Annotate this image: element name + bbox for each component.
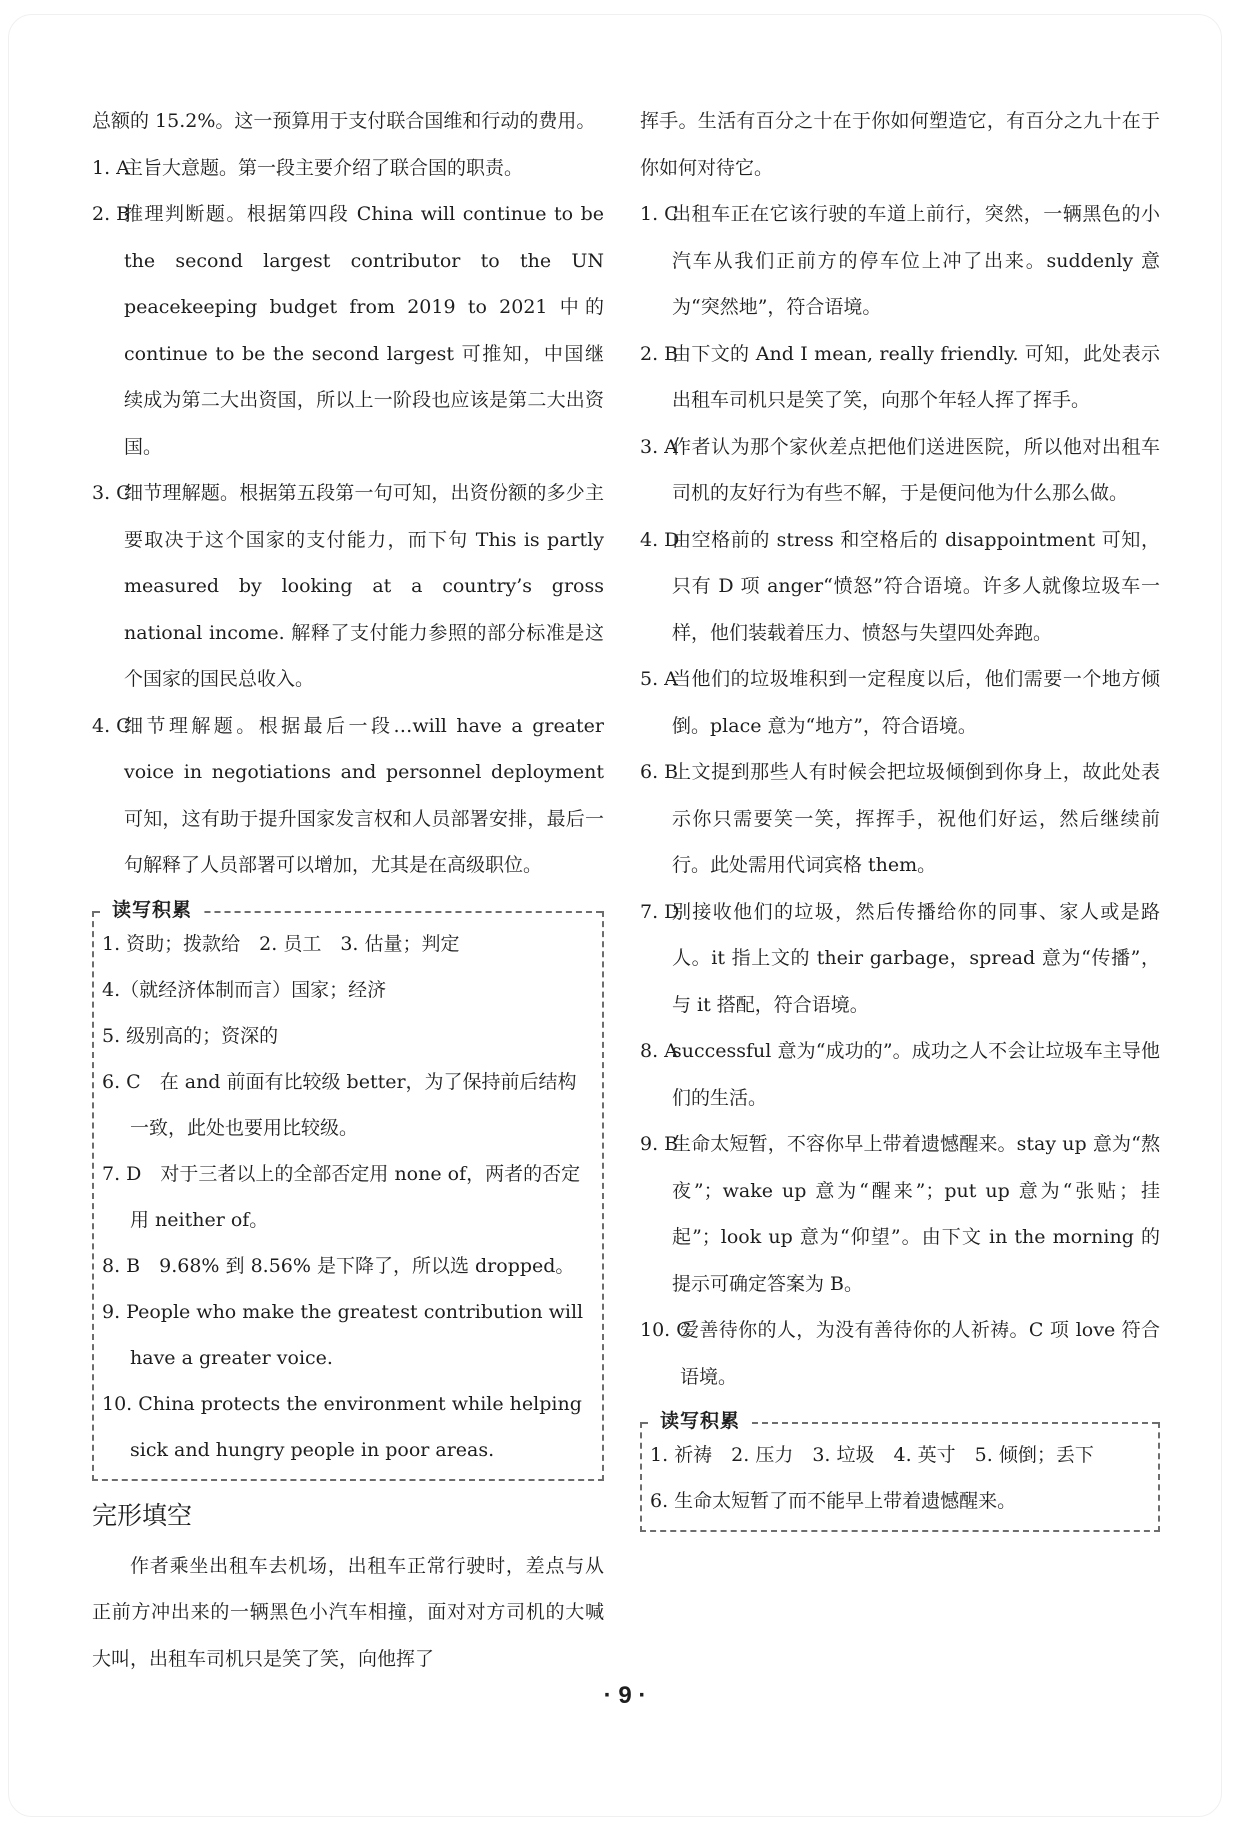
left-column [92, 98, 604, 1682]
answer-item [640, 656, 1160, 749]
accumulation-row: 9. People who make the greatest contribution will have a greater voice. [102, 1300, 584, 1369]
answer-explanation: 由下文的 And I mean, really friendly. 可知，此处表示出租车司机只是笑了笑，向那个年轻人挥了挥手。 [672, 342, 1160, 411]
accumulation-row: 7. D 对于三者以上的全部否定用 none of，两者的否定用 neither of。 [102, 1162, 581, 1231]
answer-label: 2. B [640, 342, 679, 365]
answer-label: 2. B [92, 203, 131, 225]
answer-label: 10. C [640, 1319, 691, 1341]
accumulation-row: 6. C 在 and 前面有比较级 better，为了保持前后结构一致，此处也要用比较级。 [102, 1070, 577, 1139]
answer-item [92, 191, 604, 470]
answer-explanation: 当他们的垃圾堆积到一定程度以后，他们需要一个地方倾倒。place 意为“地方”，符合语境。 [672, 668, 1160, 737]
accumulation-row: 6. 生命太短暂了而不能早上带着遗憾醒来。 [650, 1490, 1017, 1512]
answer-explanation: 别接收他们的垃圾，然后传播给你的同事、家人或是路人。it 指上文的 their garbage，spread 意为“传播”，与 it 搭配，符合语境。 [672, 900, 1160, 1016]
section-title-cloze: 完形填空 [92, 1500, 193, 1530]
answer-item [640, 331, 1160, 424]
answer-label: 3. C [92, 482, 131, 504]
answer-label: 8. A [640, 1040, 678, 1062]
answer-item [640, 1307, 1160, 1400]
answer-explanation: 出租车正在它该行驶的车道上前行，突然，一辆黑色的小汽车从我们正前方的停车位上冲了出来。suddenly 意为“突然地”，符合语境。 [672, 203, 1160, 318]
answer-label: 5. A [640, 668, 678, 690]
answer-label: 1. A [92, 156, 130, 179]
reading-writing-accumulation-box [640, 1410, 1160, 1532]
answer-item [640, 749, 1160, 889]
answer-label: 6. B [640, 761, 679, 783]
answer-explanation: 生命太短暂，不容你早上带着遗憾醒来。stay up 意为“熬夜”；wake up 意为“醒来”；put up 意为“张贴；挂起”；look up 意为“仰望”。由下文 in the morning 的提示可确定答案为 B。 [672, 1133, 1160, 1295]
right-column [640, 98, 1160, 1532]
answer-explanation: 爱善待你的人，为没有善待你的人祈祷。C 项 love 符合语境。 [680, 1319, 1160, 1388]
accumulation-row: 4.（就经济体制而言）国家；经济 [102, 978, 387, 1001]
answer-explanation: 上文提到那些人有时候会把垃圾倾倒到你身上，故此处表示你只需要笑一笑，挥挥手，祝他们好运，然后继续前行。此处需用代词宾格 them。 [672, 761, 1160, 876]
accumulation-label: 读写积累 [102, 895, 202, 925]
accumulation-row: 10. China protects the environment while helping sick and hungry people in poor areas. [102, 1392, 582, 1461]
right-intro: 挥手。生活有百分之十在于你如何塑造它，有百分之九十在于你如何对待它。 [640, 110, 1160, 179]
answer-item [92, 470, 604, 703]
answer-label: 4. C [92, 714, 131, 737]
accumulation-row: 8. B 9.68% 到 8.56% 是下降了，所以选 dropped。 [102, 1254, 575, 1277]
answer-explanation: 由空格前的 stress 和空格后的 disappointment 可知，只有 D 项 anger“愤怒”符合语境。许多人就像垃圾车一样，他们装载着压力、愤怒与失望四处奔跑。 [672, 528, 1160, 644]
reading-writing-accumulation-box [92, 898, 604, 1481]
answer-item [640, 424, 1160, 517]
answer-item [92, 145, 604, 192]
answer-explanation: 细节理解题。根据最后一段…will have a greater voice in negotiations and personnel deployment 可知，这有助于提升国家发言权和人员部署安排，最后一句解释了人员部署可以增加，尤其是在高级职位。 [124, 714, 604, 876]
answer-explanation: 主旨大意题。第一段主要介绍了联合国的职责。 [124, 156, 524, 179]
left-intro: 总额的 15.2%。这一预算用于支付联合国维和行动的费用。 [92, 110, 596, 132]
accumulation-label: 读写积累 [650, 1406, 750, 1436]
answer-explanation: 推理判断题。根据第四段 China will continue to be the second largest contributor to the UN peacekeeping budget from 2019 to 2021 中的 continue to be the second largest 可推知，中国继续成为第二大出资国，所以上一阶段也应该是第二大出资国。 [124, 203, 604, 458]
answer-label: 3. A [640, 435, 678, 458]
answer-item [640, 1028, 1160, 1121]
answer-label: 7. D [640, 900, 680, 923]
answer-item [640, 517, 1160, 657]
answer-explanation: 作者认为那个家伙差点把他们送进医院，所以他对出租车司机的友好行为有些不解，于是便问他为什么那么做。 [672, 435, 1160, 504]
accumulation-row: 1. 资助；拨款给 2. 员工 3. 估量；判定 [102, 932, 460, 955]
answer-item [640, 191, 1160, 331]
answer-explanation: 细节理解题。根据第五段第一句可知，出资份额的多少主要取决于这个国家的支付能力，而下句 This is partly measured by looking at a country’s gross national income. 解释了支付能力参照的部分标准是这个国家的国民总收入。 [124, 482, 604, 690]
cloze-summary: 作者乘坐出租车去机场，出租车正常行驶时，差点与从正前方冲出来的一辆黑色小汽车相撞，面对对方司机的大喊大叫，出租车司机只是笑了笑，向他挥了 [92, 1554, 604, 1670]
answer-label: 1. C [640, 203, 679, 225]
answer-explanation: successful 意为“成功的”。成功之人不会让垃圾车主导他们的生活。 [672, 1040, 1160, 1109]
page-number: · 9 · [603, 1682, 647, 1709]
answer-item [640, 889, 1160, 1029]
accumulation-row: 1. 祈祷 2. 压力 3. 垃圾 4. 英寸 5. 倾倒；丢下 [650, 1444, 1094, 1466]
answer-item [92, 703, 604, 889]
answer-label: 4. D [640, 528, 680, 551]
accumulation-row: 5. 级别高的；资深的 [102, 1024, 279, 1047]
answer-label: 9. B [640, 1133, 679, 1155]
answer-item [640, 1121, 1160, 1307]
